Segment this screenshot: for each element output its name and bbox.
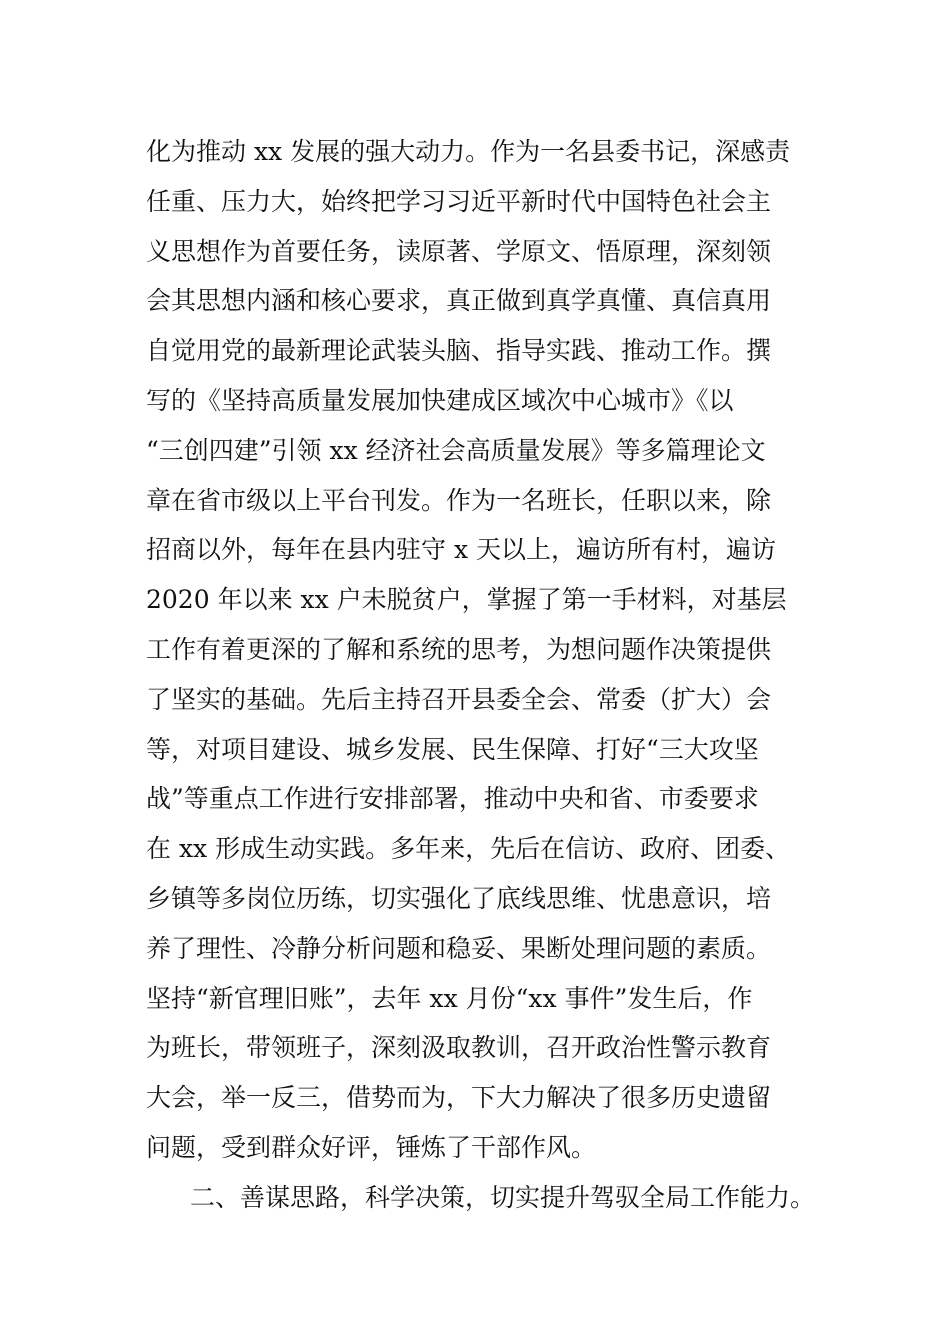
paragraph-line: 工作有着更深的了解和系统的思考，为想问题作决策提供 bbox=[146, 634, 772, 664]
paragraph-line: 等，对项目建设、城乡发展、民生保障、打好“三大攻坚 bbox=[146, 734, 759, 764]
paragraph-line: 为班长，带领班子，深刻汲取教训，召开政治性警示教育 bbox=[146, 1033, 772, 1063]
paragraph-line: 自觉用党的最新理论武装头脑、指导实践、推动工作。撰 bbox=[146, 336, 772, 366]
paragraph-line: 招商以外，每年在县内驻守 x 天以上，遍访所有村，遍访 bbox=[146, 535, 776, 565]
document-body bbox=[146, 127, 846, 1223]
paragraph-line: 在 xx 形成生动实践。多年来，先后在信访、政府、团委、 bbox=[146, 834, 791, 864]
paragraph-line: 义思想作为首要任务，读原著、学原文、悟原理，深刻领 bbox=[146, 236, 772, 266]
paragraph-line: 写的《坚持高质量发展加快建成区域次中心城市》《以 bbox=[146, 385, 734, 415]
paragraph-line: 大会，举一反三，借势而为，下大力解决了很多历史遗留 bbox=[146, 1083, 772, 1113]
paragraph-line: 化为推动 xx 发展的强大动力。作为一名县委书记，深感责 bbox=[146, 137, 791, 166]
paragraph-line: 会其思想内涵和核心要求，真正做到真学真懂、真信真用 bbox=[146, 286, 772, 316]
section-heading: 二、善谋思路，科学决策，切实提升驾驭全局工作能力。 bbox=[190, 1182, 816, 1212]
paragraph-line: 问题，受到群众好评，锤炼了干部作风。 bbox=[146, 1132, 597, 1162]
paragraph-line: 2020 年以来 xx 户未脱贫户，掌握了第一手材料，对基层 bbox=[146, 585, 787, 615]
paragraph-line: 了坚实的基础。先后主持召开县委全会、常委（扩大）会 bbox=[146, 684, 772, 714]
paragraph-line: 乡镇等多岗位历练，切实强化了底线思维、忧患意识，培 bbox=[146, 883, 772, 913]
paragraph-line: 坚持“新官理旧账”，去年 xx 月份“xx 事件”发生后，作 bbox=[146, 983, 753, 1013]
paragraph-line: 章在省市级以上平台刊发。作为一名班长，任职以来，除 bbox=[146, 485, 772, 515]
paragraph-line: 战”等重点工作进行安排部署，推动中央和省、市委要求 bbox=[146, 784, 759, 814]
paragraph-line: “三创四建”引领 xx 经济社会高质量发展》等多篇理论文 bbox=[146, 435, 766, 465]
paragraph-line: 养了理性、冷静分析问题和稳妥、果断处理问题的素质。 bbox=[146, 933, 772, 963]
paragraph-line: 任重、压力大，始终把学习习近平新时代中国特色社会主 bbox=[146, 186, 772, 216]
